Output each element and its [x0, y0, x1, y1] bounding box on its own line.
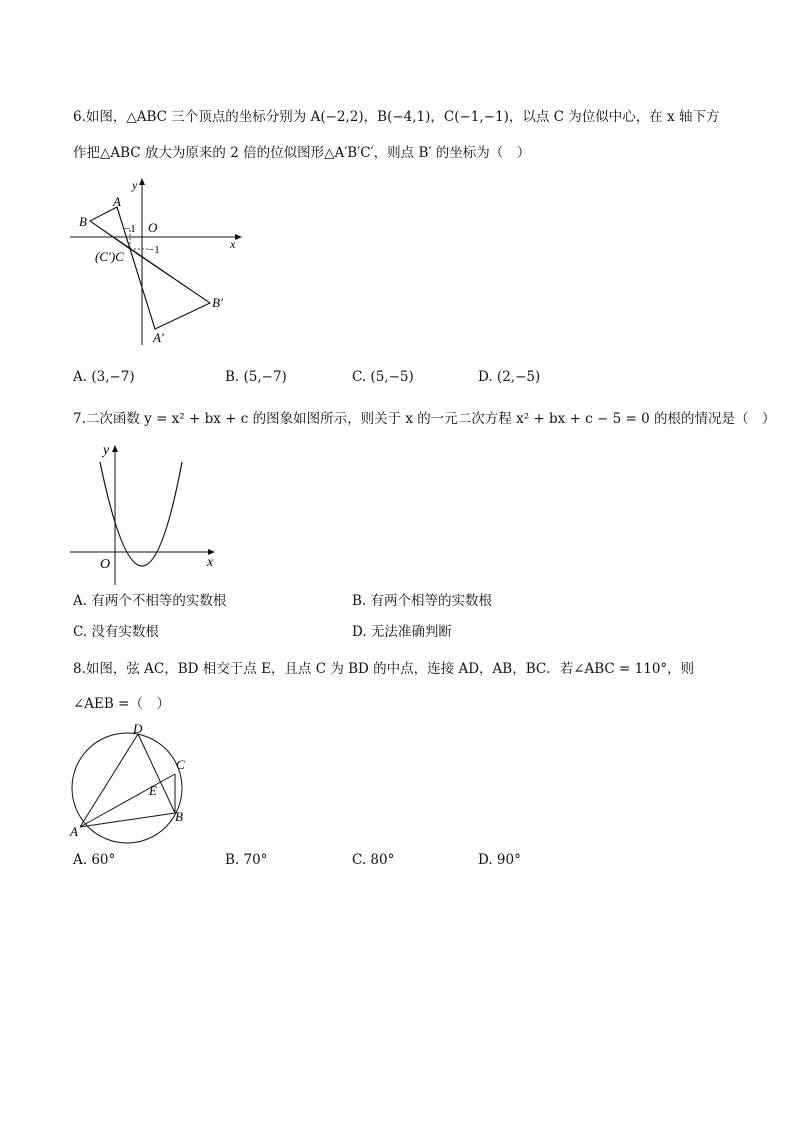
q6-option-a[interactable]: A. (3,−7) — [73, 369, 135, 385]
q8-figure — [65, 722, 200, 842]
q6-y-arrow — [139, 178, 145, 185]
q6-label-o: O — [148, 220, 158, 235]
q6-label-b: B — [79, 214, 87, 229]
q8-text-line1: 8.如图，弦 AC，BD 相交于点 E，且点 C 为 BD 的中点，连接 AD，AB，BC．若∠ABC = 110°，则 — [73, 661, 695, 677]
q8-label-b: B — [175, 809, 183, 824]
q6-label-aprime: A′ — [153, 330, 164, 345]
q7-option-b[interactable]: B. 有两个相等的实数根 — [352, 593, 493, 609]
q6-label-y: y — [132, 178, 138, 192]
q8-option-a[interactable]: A. 60° — [73, 852, 116, 868]
q8-option-c[interactable]: C. 80° — [352, 852, 395, 868]
q7-option-a[interactable]: A. 有两个不相等的实数根 — [73, 593, 227, 609]
q6-option-c[interactable]: C. (5,−5) — [352, 369, 414, 385]
q8-label-e: E — [149, 783, 157, 798]
q6-text-line1: 6.如图，△ABC 三个顶点的坐标分别为 A(−2,2)，B(−4,1)，C(−1,−1)，以点 C 为位似中心，在 x 轴下方 — [73, 109, 720, 125]
q8-label-d: D — [133, 721, 143, 736]
q6-label-a: A — [113, 194, 121, 209]
q8-text-line2: ∠AEB =（ ） — [73, 696, 170, 712]
q6-option-d[interactable]: D. (2,−5) — [478, 369, 541, 385]
q7-text-line1: 7.二次函数 y = x² + bx + c 的图象如图所示，则关于 x 的一元二次方程 x² + bx + c − 5 = 0 的根的情况是（ ） — [73, 411, 776, 427]
q8-label-a: A — [70, 824, 78, 839]
q6-label-bprime: B′ — [212, 295, 223, 310]
q7-option-d[interactable]: D. 无法准确判断 — [352, 624, 452, 640]
q8-option-d[interactable]: D. 90° — [478, 852, 521, 868]
q7-parabola — [100, 462, 182, 566]
q7-label-y: y — [103, 443, 110, 458]
q6-option-b[interactable]: B. (5,−7) — [225, 369, 287, 385]
q6-figure — [70, 175, 270, 350]
q7-y-arrow — [112, 445, 118, 452]
q7-label-x: x — [207, 555, 214, 570]
q6-label-neg1-x: −1 — [124, 223, 136, 235]
q8-circle — [72, 733, 182, 843]
q6-label-neg1-y: −1 — [148, 244, 160, 256]
q6-text-line2: 作把△ABC 放大为原来的 2 倍的位似图形△A′B′C′，则点 B′ 的坐标为（ ） — [73, 145, 531, 161]
q8-label-c: C — [176, 757, 185, 772]
q6-label-x: x — [230, 237, 236, 251]
q7-figure — [70, 440, 230, 585]
q6-label-cprime-c: (C′)C — [95, 249, 124, 264]
q7-option-c[interactable]: C. 没有实数根 — [73, 624, 159, 640]
q7-label-o: O — [100, 557, 111, 572]
q6-x-arrow — [235, 234, 242, 240]
q8-option-b[interactable]: B. 70° — [225, 852, 268, 868]
q8-chord-ab — [80, 813, 175, 827]
q8-chord-bd — [138, 734, 175, 813]
